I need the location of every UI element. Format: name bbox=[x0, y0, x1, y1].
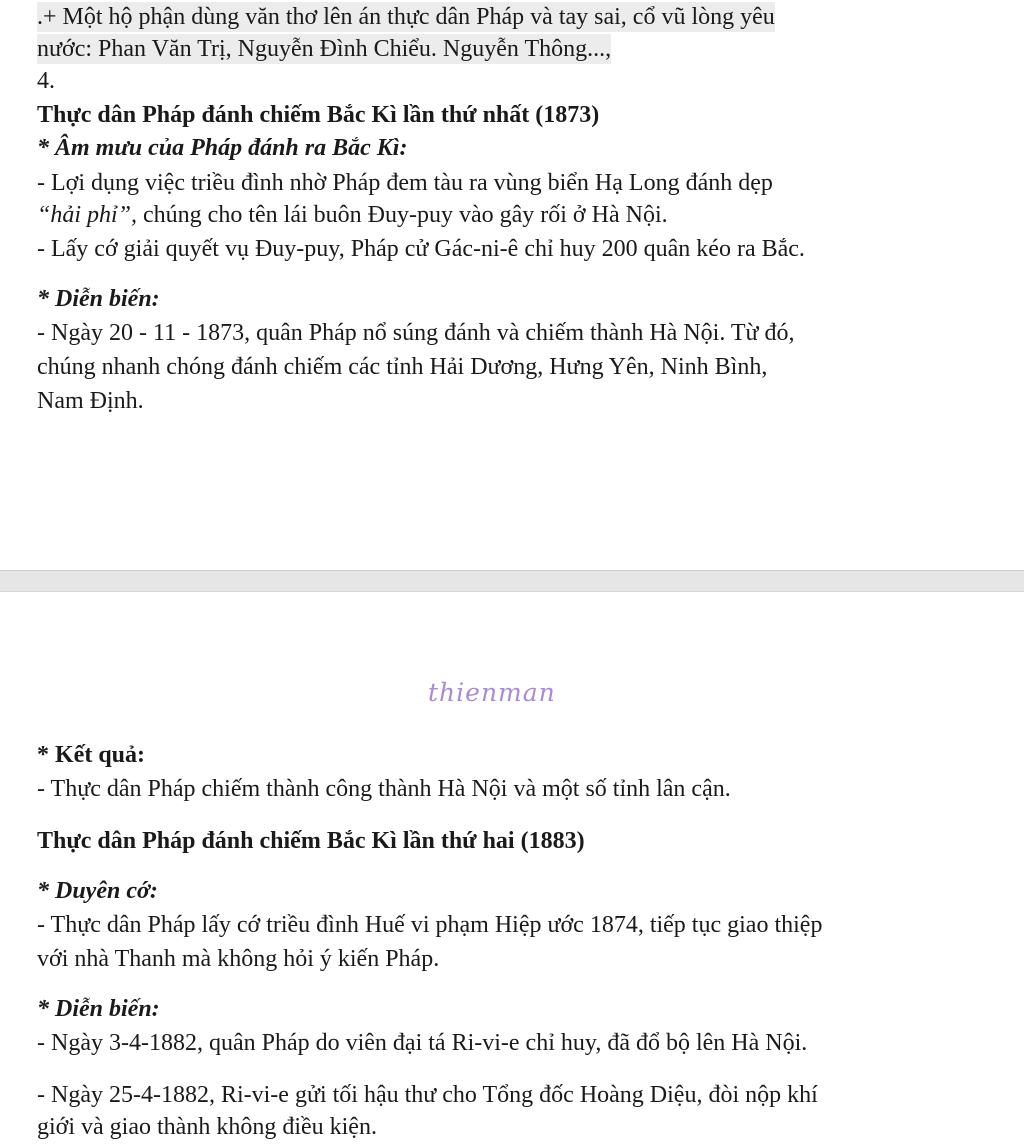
paragraph-line: - Lợi dụng việc triều đình nhờ Pháp đem tàu ra vùng biển Hạ Long đánh dẹp bbox=[37, 170, 773, 196]
document-page-bottom bbox=[0, 592, 1024, 1145]
paragraph-line: - Ngày 25-4-1882, Ri-vi-e gửi tối hậu thư cho Tổng đốc Hoàng Diệu, đòi nộp khí bbox=[37, 1082, 818, 1108]
watermark: thienman bbox=[428, 678, 556, 707]
paragraph-line: với nhà Thanh mà không hỏi ý kiến Pháp. bbox=[37, 946, 440, 972]
text-line: .+ Một hộ phận dùng văn thơ lên án thực dân Pháp và tay sai, cổ vũ lòng yêu bbox=[37, 4, 775, 30]
section-heading: Thực dân Pháp đánh chiếm Bắc Kì lần thứ nhất (1873) bbox=[37, 102, 600, 128]
paragraph-line: - Ngày 20 - 11 - 1873, quân Pháp nổ súng đánh và chiếm thành Hà Nội. Từ đó, bbox=[37, 320, 795, 346]
paragraph-line: - Thực dân Pháp chiếm thành công thành Hà Nội và một số tỉnh lân cận. bbox=[37, 776, 731, 802]
paragraph-text: chúng cho tên lái buôn Đuy-puy vào gây rối ở Hà Nội. bbox=[137, 202, 668, 228]
paragraph-line bbox=[37, 200, 668, 230]
subheading: * Kết quả: bbox=[37, 742, 145, 768]
quoted-term: “hải phỉ”, bbox=[37, 202, 138, 228]
paragraph-line: - Ngày 3-4-1882, quân Pháp do viên đại tá Ri-vi-e chỉ huy, đã đổ bộ lên Hà Nội. bbox=[37, 1030, 808, 1056]
paragraph-line: giới và giao thành không điều kiện. bbox=[37, 1114, 377, 1140]
paragraph-line: - Lấy cớ giải quyết vụ Đuy-puy, Pháp cử Gác-ni-ê chỉ huy 200 quân kéo ra Bắc. bbox=[37, 236, 805, 262]
document-page-top bbox=[0, 0, 1024, 570]
page-separator bbox=[0, 570, 1024, 592]
section-number: 4. bbox=[37, 68, 55, 94]
subheading: * Âm mưu của Pháp đánh ra Bắc Kì: bbox=[37, 135, 408, 161]
text-line: nước: Phan Văn Trị, Nguyễn Đình Chiểu. Nguyễn Thông..., bbox=[37, 36, 612, 62]
paragraph-line: chúng nhanh chóng đánh chiếm các tỉnh Hải Dương, Hưng Yên, Ninh Bình, bbox=[37, 354, 768, 380]
paragraph-line: Nam Định. bbox=[37, 388, 144, 414]
paragraph-line: - Thực dân Pháp lấy cớ triều đình Huế vi phạm Hiệp ước 1874, tiếp tục giao thiệp bbox=[37, 912, 823, 938]
subheading: * Diễn biến: bbox=[37, 996, 160, 1022]
subheading: * Duyên cớ: bbox=[37, 878, 158, 904]
section-heading: Thực dân Pháp đánh chiếm Bắc Kì lần thứ hai (1883) bbox=[37, 828, 585, 854]
subheading: * Diễn biến: bbox=[37, 286, 160, 312]
